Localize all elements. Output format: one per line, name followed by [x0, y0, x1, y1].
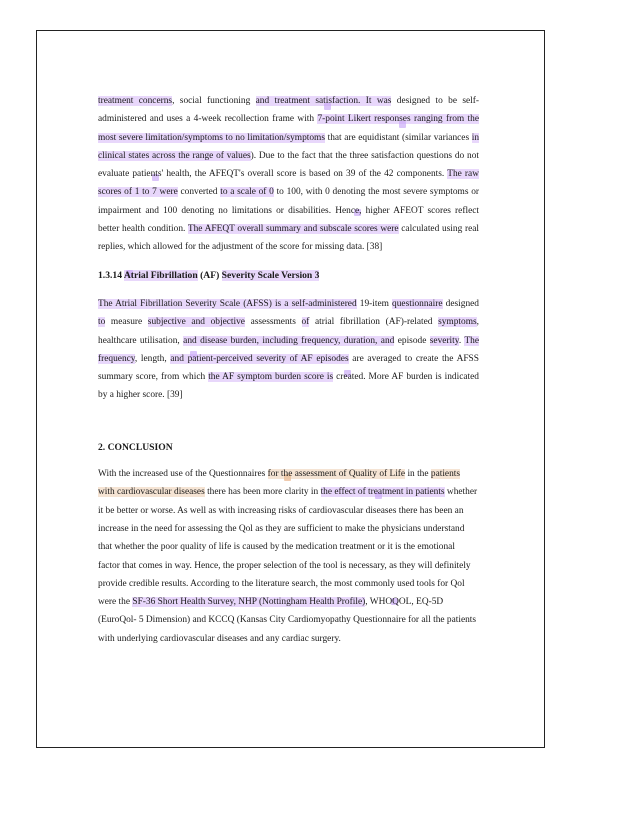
conclusion-paragraph — [98, 465, 479, 648]
highlight[interactable]: treatment concerns — [98, 96, 173, 106]
highlight[interactable]: symptoms — [438, 317, 477, 328]
highlight[interactable]: for the assessment of Quality of Life — [267, 469, 406, 480]
text: episode — [394, 335, 430, 346]
highlight[interactable]: questionnaire — [392, 298, 443, 309]
text: in the — [405, 469, 431, 480]
text: 19-item — [356, 298, 393, 309]
afss-paragraph — [98, 295, 479, 405]
text: , healthcare utilisation, — [98, 317, 479, 346]
highlight[interactable]: severity — [429, 335, 459, 346]
section-number: 1.3.14 — [98, 269, 124, 281]
highlight[interactable]: patients with cardiovascular diseases — [98, 469, 461, 498]
highlight[interactable]: the effect of treatment in patients — [320, 487, 445, 498]
highlight[interactable]: SF-36 Short Health Survey, NHP (Nottingham Health Profile) — [132, 597, 366, 608]
text: With the increased use of the Questionnaires — [98, 469, 268, 480]
highlight[interactable]: to a scale of 0 — [220, 187, 274, 198]
highlight[interactable]: Atrial Fibrillation — [123, 269, 198, 281]
text: . — [458, 335, 465, 346]
highlight[interactable]: Severity Scale Version 3 — [221, 269, 320, 281]
highlight[interactable]: and disease burden, including frequency, duration, and — [183, 335, 395, 346]
text: converted — [177, 187, 221, 198]
text: created. More AF burden is indicated by a higher score. [39] — [98, 372, 479, 401]
text: calculated using real replies, which allowed for the adjustment of the score for missing data. [38] — [98, 224, 479, 253]
highlight[interactable]: The raw scores of 1 to 7 were — [98, 169, 479, 198]
text: (AF) — [197, 269, 222, 281]
text: that are equidistant (similar variances — [325, 132, 472, 143]
text: whether it be better or worse. As well as with increasing risks of cardiovascular diseases there has been an increase in the need for assessing the Qol as they are sufficient to make the physicians understand that whether the poor quality of life is caused by the medication treatment or it is the emotional factor that comes in way. Hence, the proper selection of the tool is necessary, as they will definitely provide credible results. According to the literature search, the most commonly used tools for Qol were the — [98, 487, 478, 608]
highlight[interactable]: in clinical states across the range of values — [98, 132, 480, 161]
text: designed to be self-administered and uses a 4-week recollection frame with — [98, 96, 480, 125]
afeqt-paragraph — [98, 92, 479, 257]
text: to 100, with 0 denoting the most severe symptoms or impairment and 100 denoting no limitations or disabilities. Hence, higher AFEOT scores reflect better health condition. — [98, 187, 480, 235]
text: , WHOQOL, EQ-5D (EuroQol- 5 Dimension) and KCCQ (Kansas City Cardiomyopathy Questionnaire for all the patients with underlying cardiovascular diseases and any cardiac surgery. — [98, 597, 477, 644]
document-body — [98, 92, 479, 648]
text: assessments — [244, 317, 302, 328]
conclusion-heading: 2. CONCLUSION — [98, 441, 173, 453]
highlight[interactable]: The AFEQT overall summary and subscale scores were — [187, 224, 399, 235]
highlight[interactable]: the AF symptom burden score is — [208, 372, 334, 383]
highlight[interactable]: and treatment satisfaction. It was — [255, 96, 392, 106]
text: atrial fibrillation (AF)-related — [309, 317, 439, 328]
text: designed — [442, 298, 479, 309]
highlight[interactable]: to — [98, 317, 106, 328]
highlight[interactable]: 7-point Likert responses ranging from the most severe limitation/symptoms to no limitation/symptoms — [98, 114, 479, 143]
highlight[interactable]: The Atrial Fibrillation Severity Scale (AFSS) is a self-administered — [98, 298, 357, 309]
text: there has been more clarity in — [204, 487, 321, 498]
section-heading-afss — [98, 267, 479, 285]
highlight[interactable]: subjective and objective — [147, 317, 245, 328]
text: are averaged to create the AFSS summary score, from which — [98, 353, 479, 383]
text: ). Due to the fact that the three satisfaction questions do not evaluate patients' health, the AFEQT's overall score is based on 39 of the 42 components. — [98, 150, 479, 180]
highlight[interactable]: of — [301, 317, 310, 328]
highlight[interactable]: and patient-perceived severity of AF episodes — [170, 353, 349, 364]
text: , length, — [134, 353, 171, 364]
text: , social functioning — [172, 96, 256, 106]
text: measure — [105, 317, 148, 328]
highlight[interactable]: The frequency — [98, 335, 480, 364]
